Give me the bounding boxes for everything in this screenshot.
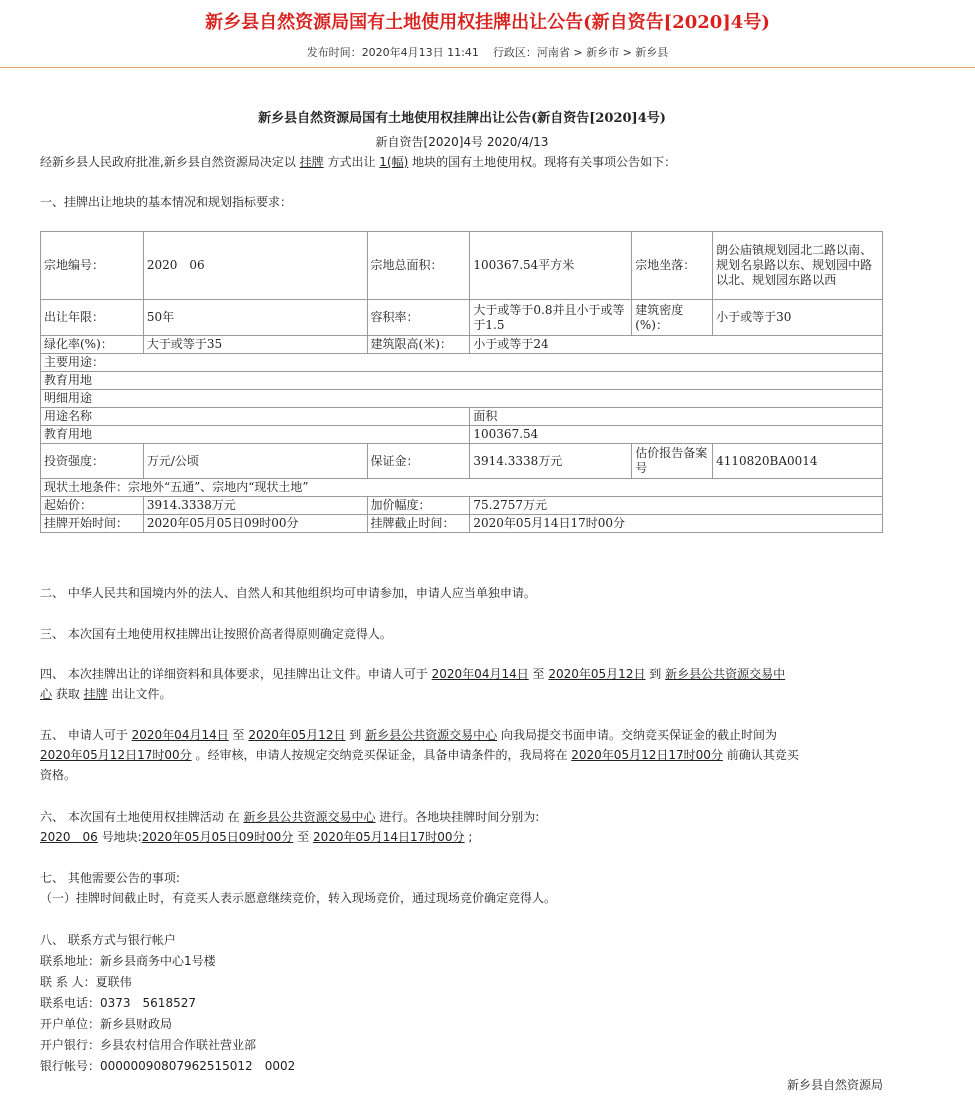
section-1-heading: 一、挂牌出让地块的基本情况和规划指标要求：	[40, 195, 293, 209]
publish-meta	[0, 44, 975, 60]
table-cell: 100367.54	[470, 426, 883, 444]
table-cell: 万元/公顷	[143, 444, 367, 479]
table-cell: 保证金：	[367, 444, 470, 479]
table-cell: 建筑密度(%)：	[632, 300, 713, 336]
section-text: 到	[345, 728, 366, 742]
table-cell: 3914.3338万元	[470, 444, 632, 479]
plot-count: 1(幅)	[379, 155, 409, 169]
table-cell: 宗地坐落：	[632, 232, 713, 300]
notice-number-date: 新自资告[2020]4号 2020/4/13	[375, 135, 549, 149]
date-start: 2020年04月14日	[431, 667, 529, 681]
section-text: 进行。各地块挂牌时间分别为:	[375, 810, 540, 824]
section-text: 到	[645, 667, 666, 681]
venue: 新乡县公共资源交易中心	[243, 810, 376, 824]
table-cell: 75.2757万元	[470, 497, 883, 515]
table-cell: 加价幅度：	[367, 497, 470, 515]
table-cell: 宗地编号：	[41, 232, 144, 300]
table-cell: 小于或等于30	[713, 300, 883, 336]
table-row	[41, 515, 883, 533]
section-text: 至	[228, 728, 249, 742]
table-cell: 面积	[470, 408, 883, 426]
region-breadcrumb: 河南省 > 新乡市 > 新乡县	[536, 46, 669, 59]
plot-info-table	[40, 231, 883, 533]
table-cell: 大于或等于35	[143, 336, 367, 354]
venue: 新乡县公共资源交易中心	[365, 728, 498, 742]
table-cell: 50年	[143, 300, 367, 336]
table-row	[41, 479, 883, 497]
section-7-item: （一）挂牌时间截止时，有竞买人表示愿意继续竞价，转入现场竞价，通过现场竞价确定竞得人。	[40, 891, 557, 905]
section-8-heading: 八、 联系方式与银行帐户	[40, 933, 176, 947]
table-cell: 绿化率(%)：	[41, 336, 144, 354]
table-cell: 4110820BA0014	[713, 444, 883, 479]
qualification-deadline: 2020年05月12日17时00分	[571, 748, 723, 762]
section-6	[40, 807, 890, 847]
notice-title: 新乡县自然资源局国有土地使用权挂牌出让公告(新自资告[2020]4号)	[258, 111, 666, 126]
account-number: 银行帐号：00000090807962515012 0002	[40, 1059, 296, 1073]
table-row	[41, 390, 883, 408]
section-4	[40, 664, 890, 704]
publish-label: 发布时间：	[306, 46, 362, 59]
table-cell: 小于或等于24	[470, 336, 883, 354]
section-text: 至	[293, 830, 313, 844]
account-unit: 开户单位：新乡县财政局	[40, 1017, 173, 1031]
section-text: ;	[464, 830, 473, 844]
table-cell: 建筑限高(米)：	[367, 336, 470, 354]
table-row	[41, 444, 883, 479]
table-cell: 朗公庙镇规划园北二路以南、规划名泉路以东、规划园中路以北、规划园东路以西	[713, 232, 883, 300]
section-text: 号地块:	[97, 830, 142, 844]
table-row	[41, 497, 883, 515]
table-cell: 宗地总面积：	[367, 232, 470, 300]
table-row	[41, 232, 883, 300]
table-cell: 2020年05月05日09时00分	[143, 515, 367, 533]
table-cell: 100367.54平方米	[470, 232, 632, 300]
page-title: 新乡县自然资源局国有土地使用权挂牌出让公告(新自资告[2020]4号)	[205, 12, 770, 33]
table-cell: 大于或等于0.8并且小于或等于1.5	[470, 300, 632, 336]
table-cell: 3914.3338万元	[143, 497, 367, 515]
table-row	[41, 372, 883, 390]
listing-end: 2020年05月14日17时00分	[312, 830, 465, 844]
transfer-method: 挂牌	[299, 155, 324, 169]
issuer-signature: 新乡县自然资源局	[786, 1078, 883, 1092]
region-label: 行政区：	[492, 46, 537, 59]
table-cell: 明细用途	[41, 390, 883, 408]
section-text: 向我局提交书面申请。交纳竞买保证金的截止时间为	[497, 728, 777, 742]
intro-paragraph	[40, 152, 890, 172]
listing-start: 2020年05月05日09时00分	[141, 830, 294, 844]
table-cell: 出让年限：	[41, 300, 144, 336]
section-3: 三、 本次国有土地使用权挂牌出让按照价高者得原则确定竞得人。	[40, 627, 392, 641]
section-text: 六、 本次国有土地使用权挂牌活动 在	[40, 810, 244, 824]
table-cell: 挂牌开始时间：	[41, 515, 144, 533]
table-row	[41, 426, 883, 444]
section-text: 五、 申请人可于	[40, 728, 132, 742]
section-5	[40, 725, 890, 785]
account-bank: 开户银行：乡县农村信用合作联社营业部	[40, 1038, 257, 1052]
section-text: 四、 本次挂牌出让的详细资料和具体要求，见挂牌出让文件。申请人可于	[40, 667, 432, 681]
table-row	[41, 336, 883, 354]
section-text: 至	[528, 667, 549, 681]
table-cell: 估价报告备案号	[632, 444, 713, 479]
table-cell: 教育用地	[41, 372, 883, 390]
date-end: 2020年05月12日	[248, 728, 346, 742]
section-text: 出让文件。	[107, 687, 172, 701]
table-cell: 挂牌截止时间：	[367, 515, 470, 533]
section-text: 资格。	[40, 768, 77, 782]
publish-time: 2020年4月13日 11:41	[361, 46, 479, 59]
deposit-deadline: 2020年05月12日17时00分	[40, 748, 192, 762]
date-end: 2020年05月12日	[548, 667, 646, 681]
intro-text: 方式出让	[323, 155, 380, 169]
contact-person: 联 系 人：夏联伟	[40, 975, 132, 989]
table-cell: 教育用地	[41, 426, 470, 444]
date-start: 2020年04月14日	[131, 728, 229, 742]
section-text: 前确认其竞买	[722, 748, 799, 762]
table-cell: 投资强度：	[41, 444, 144, 479]
table-cell: 主要用途：	[41, 354, 883, 372]
intro-text: 经新乡县人民政府批准,新乡县自然资源局决定以	[40, 155, 300, 169]
intro-text: 地块的国有土地使用权。现将有关事项公告如下：	[408, 155, 677, 169]
table-cell: 起始价：	[41, 497, 144, 515]
table-cell: 容积率：	[367, 300, 470, 336]
plot-number: 2020 06	[40, 830, 98, 844]
transfer-method: 挂牌	[83, 687, 108, 701]
table-cell: 现状土地条件：宗地外“五通”、宗地内“现状土地”	[41, 479, 883, 497]
venue: 心	[40, 687, 53, 701]
contact-phone: 联系电话：0373 5618527	[40, 996, 196, 1010]
section-text: 获取	[52, 687, 84, 701]
section-7-heading: 七、 其他需要公告的事项:	[40, 871, 180, 885]
table-row	[41, 354, 883, 372]
table-row	[41, 300, 883, 336]
contact-address: 联系地址：新乡县商务中心1号楼	[40, 954, 216, 968]
table-cell: 2020 06	[143, 232, 367, 300]
venue: 新乡县公共资源交易中	[665, 667, 786, 681]
section-2: 二、 中华人民共和国境内外的法人、自然人和其他组织均可申请参加，申请人应当单独申请。	[40, 586, 536, 600]
table-cell: 2020年05月14日17时00分	[470, 515, 883, 533]
section-text: 。经审核，申请人按规定交纳竞买保证金，具备申请条件的，我局将在	[191, 748, 572, 762]
table-cell: 用途名称	[41, 408, 470, 426]
header-divider	[0, 67, 975, 68]
table-row	[41, 408, 883, 426]
